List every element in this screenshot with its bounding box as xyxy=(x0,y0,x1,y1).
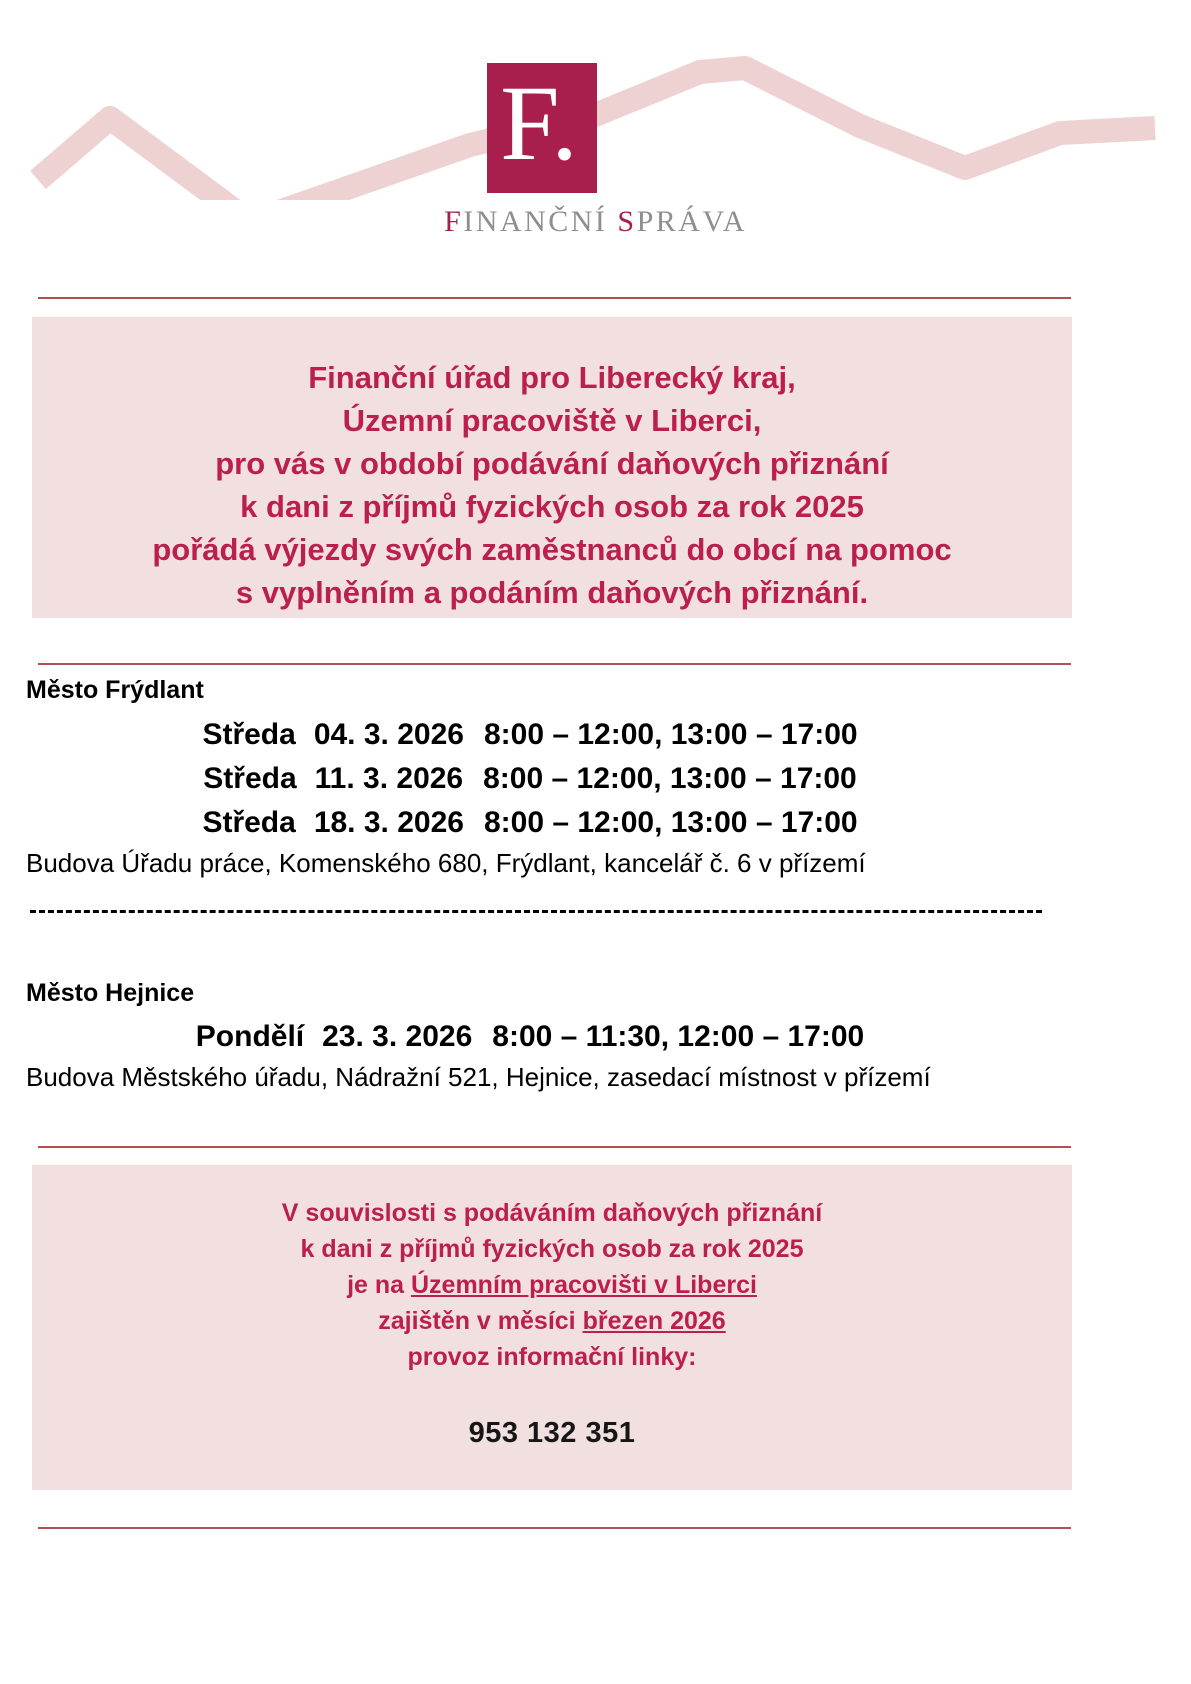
footer-panel xyxy=(32,1165,1072,1490)
divider-top xyxy=(38,297,1071,299)
footer-link-workplace: Územním pracovišti v Liberci xyxy=(410,1271,757,1299)
headline-line-2: Územní pracoviště v Liberci, xyxy=(342,403,762,438)
schedule-date: 23. 3. 2026 xyxy=(322,1020,473,1053)
schedule-hejnice xyxy=(0,1015,1060,1059)
wordmark-prava: PRÁVA xyxy=(636,205,747,238)
schedule-date: 11. 3. 2026 xyxy=(314,762,464,795)
wordmark-f: F xyxy=(444,205,464,238)
schedule-hours: 8:00 – 12:00, 13:00 – 17:00 xyxy=(483,806,858,839)
schedule-frydlant xyxy=(0,713,1060,845)
headline-line-4: k dani z příjmů fyzických osob za rok 2025 xyxy=(240,489,864,524)
schedule-date: 04. 3. 2026 xyxy=(313,718,464,751)
info-line-phone-number: 953 132 351 xyxy=(468,1417,636,1449)
finance-administration-logo-icon xyxy=(487,63,597,193)
headline-line-5: pořádá výjezdy svých zaměstnanců do obcí na pomoc xyxy=(152,532,952,567)
schedule-row xyxy=(0,713,1060,757)
divider-above-footer xyxy=(38,1146,1071,1148)
footer-line-1: V souvislosti s podáváním daňových přiznání xyxy=(281,1199,823,1227)
schedule-row xyxy=(0,757,1060,801)
footer-text xyxy=(32,1165,1072,1375)
venue-frydlant: Budova Úřadu práce, Komenského 680, Frýdlant, kancelář č. 6 v přízemí xyxy=(26,848,866,878)
wordmark-s: S xyxy=(617,205,637,238)
wordmark-inancni: INANČNÍ xyxy=(463,205,618,238)
headline-line-6: s vyplněním a podáním daňových přiznání. xyxy=(235,575,869,610)
schedule-hours: 8:00 – 12:00, 13:00 – 17:00 xyxy=(483,718,858,751)
logo-letter: F. xyxy=(500,64,578,183)
schedule-row xyxy=(0,801,1060,845)
schedule-hours: 8:00 – 11:30, 12:00 – 17:00 xyxy=(492,1020,865,1053)
schedule-day: Středa xyxy=(202,806,296,839)
footer-line-3 xyxy=(32,1267,1072,1303)
footer-line-2: k dani z příjmů fyzických osob za rok 2025 xyxy=(300,1235,804,1263)
footer-line-4-prefix: zajištěn v měsíci xyxy=(378,1307,583,1335)
schedule-day: Středa xyxy=(203,762,297,795)
schedule-day: Pondělí xyxy=(195,1020,305,1053)
schedule-day: Středa xyxy=(202,718,296,751)
divider-dashed xyxy=(30,910,1042,913)
headline-line-1: Finanční úřad pro Liberecký kraj, xyxy=(308,360,796,395)
footer-line-5: provoz informační linky: xyxy=(407,1343,697,1371)
divider-above-frydlant xyxy=(38,663,1071,665)
headline-text xyxy=(32,317,1072,614)
footer-line-4 xyxy=(32,1303,1072,1339)
logo-wordmark xyxy=(0,205,1191,239)
footer-link-month: březen 2026 xyxy=(582,1307,726,1335)
footer-line-3-prefix: je na xyxy=(347,1271,411,1299)
venue-hejnice: Budova Městského úřadu, Nádražní 521, Hejnice, zasedací místnost v přízemí xyxy=(26,1062,931,1092)
schedule-date: 18. 3. 2026 xyxy=(313,806,464,839)
logo-header xyxy=(0,0,1191,268)
headline-panel xyxy=(32,317,1072,618)
schedule-hours: 8:00 – 12:00, 13:00 – 17:00 xyxy=(483,762,857,795)
city-title-frydlant: Město Frýdlant xyxy=(26,676,204,704)
city-title-hejnice: Město Hejnice xyxy=(26,979,195,1007)
divider-bottom xyxy=(38,1527,1071,1529)
schedule-row xyxy=(0,1015,1060,1059)
headline-line-3: pro vás v období podávání daňových přiznání xyxy=(215,446,889,481)
